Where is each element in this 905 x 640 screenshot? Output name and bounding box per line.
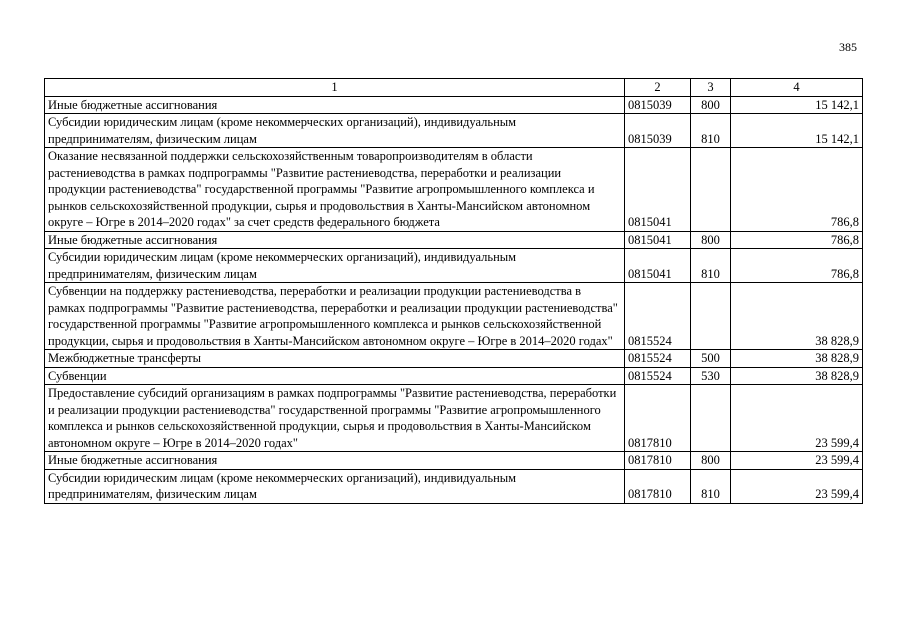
row-target-code: 0817810: [625, 469, 691, 503]
row-target-code: 0815524: [625, 367, 691, 385]
row-expense-type: 800: [691, 96, 731, 114]
table-row: [45, 231, 863, 249]
table-row: [45, 469, 863, 503]
row-expense-type: 810: [691, 249, 731, 283]
row-target-code: 0815041: [625, 148, 691, 232]
header-row: [45, 79, 863, 97]
row-description: Предоставление субсидий организациям в рамках подпрограммы "Развитие растениеводства, переработки и реализации продукции растениеводства" государственной программы "Развитие агропромышленного комплекса и рынков сельскохозяйственной продукции, сырья и продовольствия в Ханты-Мансийском автономном округе – Югре в 2014–2020 годах": [45, 385, 625, 452]
row-description: Иные бюджетные ассигнования: [45, 231, 625, 249]
table-row: [45, 249, 863, 283]
budget-table: [44, 78, 863, 504]
row-description: Субсидии юридическим лицам (кроме некоммерческих организаций), индивидуальным предпринимателям, физическим лицам: [45, 469, 625, 503]
row-amount: 23 599,4: [731, 452, 863, 470]
row-amount: 23 599,4: [731, 469, 863, 503]
table-body: [45, 96, 863, 503]
row-description: Субвенции: [45, 367, 625, 385]
header-col-2: 2: [625, 79, 691, 97]
table-row: [45, 367, 863, 385]
row-description: Субвенции на поддержку растениеводства, переработки и реализации продукции растениеводства в рамках подпрограммы "Развитие растениеводства, переработки и реализации продукции растениеводства" государственной программы "Развитие агропромышленного комплекса и рынков сельскохозяйственной продукции, сырья и продовольствия в Ханты-Мансийском автономном округе – Югре в 2014–2020 годах": [45, 283, 625, 350]
row-description: Иные бюджетные ассигнования: [45, 96, 625, 114]
row-target-code: 0817810: [625, 452, 691, 470]
row-target-code: 0815039: [625, 114, 691, 148]
row-expense-type: 530: [691, 367, 731, 385]
row-target-code: 0815039: [625, 96, 691, 114]
row-target-code: 0815041: [625, 249, 691, 283]
row-amount: 38 828,9: [731, 350, 863, 368]
table-header: [45, 79, 863, 97]
row-description: Иные бюджетные ассигнования: [45, 452, 625, 470]
row-target-code: 0815041: [625, 231, 691, 249]
row-expense-type: 800: [691, 452, 731, 470]
row-target-code: 0815524: [625, 283, 691, 350]
row-amount: 786,8: [731, 231, 863, 249]
row-expense-type: 810: [691, 469, 731, 503]
table-row: [45, 452, 863, 470]
row-amount: 786,8: [731, 249, 863, 283]
table-row: [45, 385, 863, 452]
header-col-3: 3: [691, 79, 731, 97]
row-description: Субсидии юридическим лицам (кроме некоммерческих организаций), индивидуальным предпринимателям, физическим лицам: [45, 114, 625, 148]
row-amount: 23 599,4: [731, 385, 863, 452]
table-row: [45, 114, 863, 148]
row-amount: 15 142,1: [731, 96, 863, 114]
row-amount: 786,8: [731, 148, 863, 232]
row-description: Субсидии юридическим лицам (кроме некоммерческих организаций), индивидуальным предпринимателям, физическим лицам: [45, 249, 625, 283]
row-expense-type: 810: [691, 114, 731, 148]
header-col-1: 1: [45, 79, 625, 97]
row-amount: 38 828,9: [731, 283, 863, 350]
row-expense-type: [691, 148, 731, 232]
row-amount: 38 828,9: [731, 367, 863, 385]
row-expense-type: [691, 283, 731, 350]
header-col-4: 4: [731, 79, 863, 97]
row-expense-type: 800: [691, 231, 731, 249]
table-row: [45, 350, 863, 368]
table-row: [45, 283, 863, 350]
row-expense-type: 500: [691, 350, 731, 368]
row-expense-type: [691, 385, 731, 452]
page-number: 385: [839, 40, 857, 54]
row-target-code: 0817810: [625, 385, 691, 452]
table-row: [45, 96, 863, 114]
row-amount: 15 142,1: [731, 114, 863, 148]
table-row: [45, 148, 863, 232]
row-description: Межбюджетные трансферты: [45, 350, 625, 368]
row-description: Оказание несвязанной поддержки сельскохозяйственным товаропроизводителям в области растениеводства в рамках подпрограммы "Развитие растениеводства, переработки и реализации продукции растениеводства" государственной программы "Развитие агропромышленного комплекса и рынков сельскохозяйственной продукции, сырья и продовольствия в Ханты-Мансийском автономном округе – Югре в 2014–2020 годах" за счет средств федерального бюджета: [45, 148, 625, 232]
row-target-code: 0815524: [625, 350, 691, 368]
